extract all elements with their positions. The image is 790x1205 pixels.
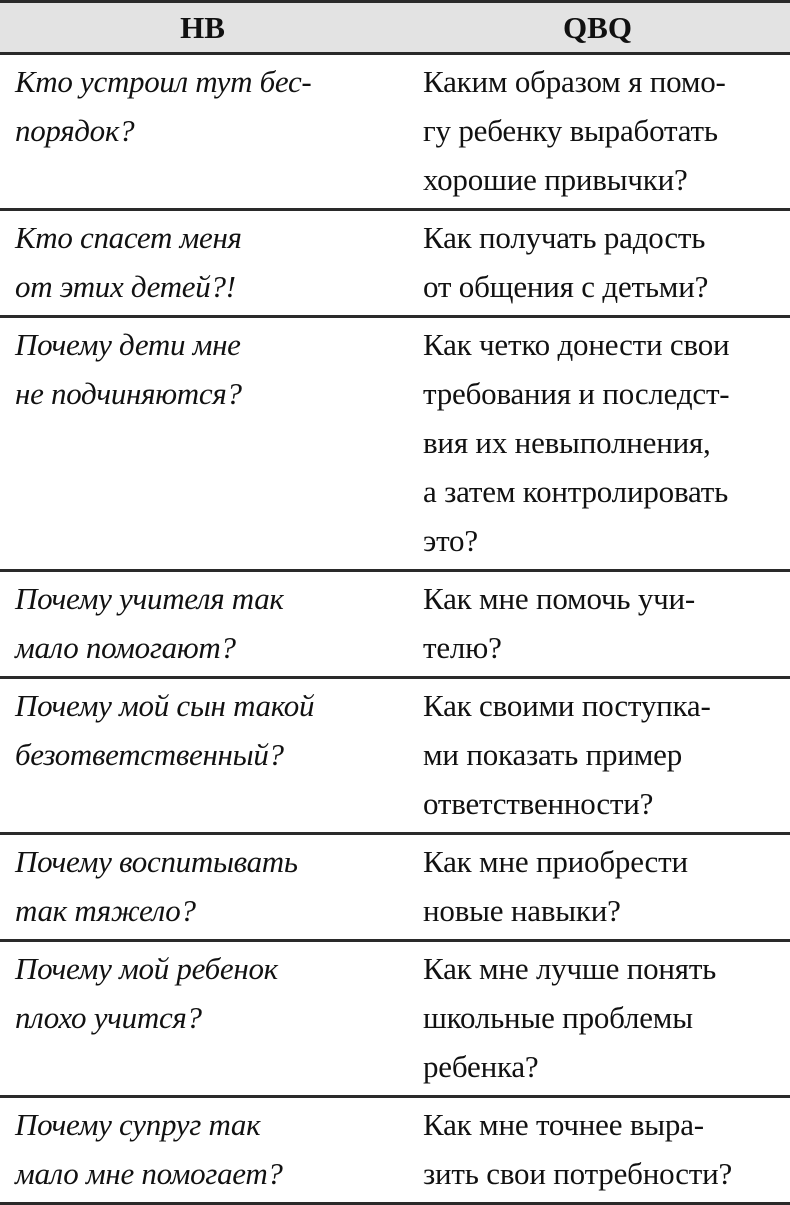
table-header-row — [0, 2, 790, 54]
hb-question-line: Почему мой сын такой — [15, 688, 315, 723]
qbq-question-line: Как мне помочь учи- — [423, 581, 696, 616]
hb-question-line: плохо учится? — [15, 1000, 202, 1035]
column-header-qbq: QBQ — [405, 2, 790, 54]
qbq-question-line: зить свои потребности? — [423, 1156, 733, 1191]
qbq-question-line: от общения с детьми? — [423, 269, 709, 304]
qbq-question-line: новые навыки? — [423, 893, 621, 928]
table-row — [0, 1097, 790, 1204]
table-row — [0, 834, 790, 941]
hb-question-line: Почему супруг так — [15, 1107, 261, 1142]
qbq-question-cell — [405, 54, 790, 210]
hb-question-line: не подчиняются? — [15, 376, 242, 411]
hb-question-cell — [0, 834, 405, 941]
table-body — [0, 54, 790, 1204]
qbq-question-line: а затем контролировать — [423, 474, 729, 509]
qbq-question-line: это? — [423, 523, 478, 558]
table-row — [0, 317, 790, 571]
hb-question-line: так тяжело? — [15, 893, 196, 928]
table-row — [0, 941, 790, 1097]
table-row — [0, 678, 790, 834]
qbq-question-line: вия их невыполнения, — [423, 425, 711, 460]
hb-question-cell — [0, 571, 405, 678]
table-row — [0, 571, 790, 678]
qbq-question-line: телю? — [423, 630, 502, 665]
hb-question-line: от этих детей?! — [15, 269, 236, 304]
qbq-question-line: Как мне приобрести — [423, 844, 688, 879]
hb-question-line: мало мне помогает? — [15, 1156, 283, 1191]
qbq-question-line: школьные проблемы — [423, 1000, 693, 1035]
hb-question-line: Почему мой ребенок — [15, 951, 278, 986]
hb-question-line: мало помогают? — [15, 630, 236, 665]
hb-question-line: Почему учителя так — [15, 581, 284, 616]
hb-question-cell — [0, 941, 405, 1097]
hb-question-line: безответственный? — [15, 737, 284, 772]
qbq-question-line: ми показать пример — [423, 737, 682, 772]
hb-question-line: Кто устроил тут бес- — [15, 64, 312, 99]
qbq-question-cell — [405, 571, 790, 678]
table-row — [0, 210, 790, 317]
qbq-question-line: Как мне лучше понять — [423, 951, 717, 986]
qbq-question-line: Как мне точнее выра- — [423, 1107, 704, 1142]
column-header-hb: НВ — [0, 2, 405, 54]
qbq-question-cell — [405, 678, 790, 834]
qbq-question-line: хорошие привычки? — [423, 162, 688, 197]
qbq-question-line: ответственности? — [423, 786, 654, 821]
hb-question-cell — [0, 317, 405, 571]
hb-question-cell — [0, 1097, 405, 1204]
qbq-question-cell — [405, 1097, 790, 1204]
hb-question-cell — [0, 210, 405, 317]
qbq-question-cell — [405, 317, 790, 571]
hb-question-cell — [0, 678, 405, 834]
qbq-question-line: ребенка? — [423, 1049, 539, 1084]
table-row — [0, 54, 790, 210]
qbq-question-line: Как получать радость — [423, 220, 706, 255]
hb-question-cell — [0, 54, 405, 210]
hb-question-line: Почему воспитывать — [15, 844, 298, 879]
hb-question-line: Кто спасет меня — [15, 220, 242, 255]
qbq-question-line: Каким образом я помо- — [423, 64, 726, 99]
qbq-question-cell — [405, 210, 790, 317]
hb-question-line: порядок? — [15, 113, 135, 148]
qbq-question-line: Как своими поступка- — [423, 688, 711, 723]
qbq-question-cell — [405, 834, 790, 941]
qbq-question-line: Как четко донести свои — [423, 327, 730, 362]
qbq-question-line: требования и последст- — [423, 376, 730, 411]
hb-question-line: Почему дети мне — [15, 327, 241, 362]
qbq-question-line: гу ребенку выработать — [423, 113, 718, 148]
qbq-question-cell — [405, 941, 790, 1097]
